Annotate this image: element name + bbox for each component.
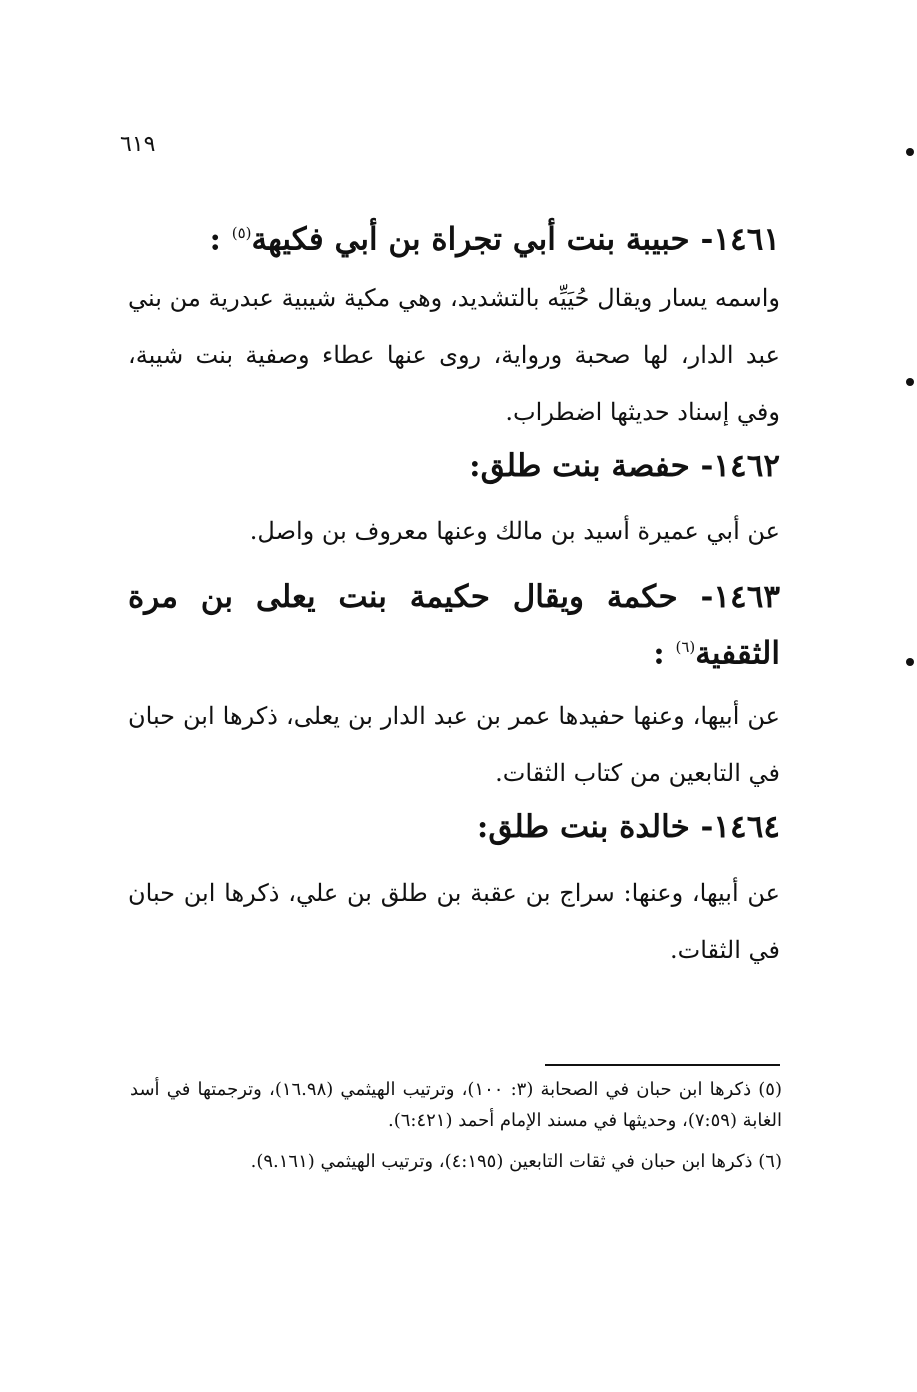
entry-1461-heading: [128, 208, 780, 264]
entry-1463-heading: [128, 572, 780, 678]
entry-1464-heading: ١٤٦٤- خالدة بنت طلق:: [476, 809, 780, 845]
page-number: ٦١٩: [120, 132, 156, 157]
entry-1462-heading: ١٤٦٢- حفصة بنت طلق:: [469, 448, 780, 484]
footnote-divider: [545, 1064, 780, 1066]
binding-hole-mark: [906, 378, 914, 386]
footnote-5: (٥) ذكرها ابن حبان في الصحابة (٣: ١٠٠)، وترتيب الهيثمي (١٦.٩٨)، وترجمتها في أسد الغابة (٧:٥٩)، وحديثها في مسند الإمام أحمد (٦:٤٢١).: [130, 1079, 782, 1131]
binding-hole-mark: [906, 658, 914, 666]
entry-1461-title: ١٤٦١- حبيبة بنت أبي تجراة بن أبي فكيهة: [251, 221, 780, 258]
footnotes: [130, 1074, 782, 1187]
entry-1464-body: عن أبيها، وعنها: سراج بن عقبة بن طلق بن علي، ذكرها ابن حبان في الثقات.: [128, 879, 780, 964]
entry-1463-body: عن أبيها، وعنها حفيدها عمر بن عبد الدار بن يعلى، ذكرها ابن حبان في التابعين من كتاب الثقات.: [128, 702, 780, 787]
entry-1461-body: واسمه يسار ويقال حُيَيِّه بالتشديد، وهي مكية شيبية عبدرية من بني عبد الدار، لها صحبة ورواية، روى عنها عطاء وصفية بنت شيبة، وفي إسناد حديثها اضطراب.: [128, 284, 780, 426]
binding-hole-mark: [906, 148, 914, 156]
footnote-6: (٦) ذكرها ابن حبان في ثقات التابعين (٤:١٩٥)، وترتيب الهيثمي (٩.١٦١).: [250, 1151, 782, 1172]
footnote-ref-5: (٥): [231, 224, 252, 242]
heading-colon: :: [653, 635, 676, 672]
entry-1463-title: ١٤٦٣- حكمة ويقال حكيمة بنت يعلى بن مرة الثقفية: [128, 579, 780, 672]
entry-1462-body: عن أبي عميرة أسيد بن مالك وعنها معروف بن واصل.: [249, 517, 780, 545]
footnote-ref-6: (٦): [675, 638, 696, 656]
heading-colon: :: [209, 221, 232, 258]
